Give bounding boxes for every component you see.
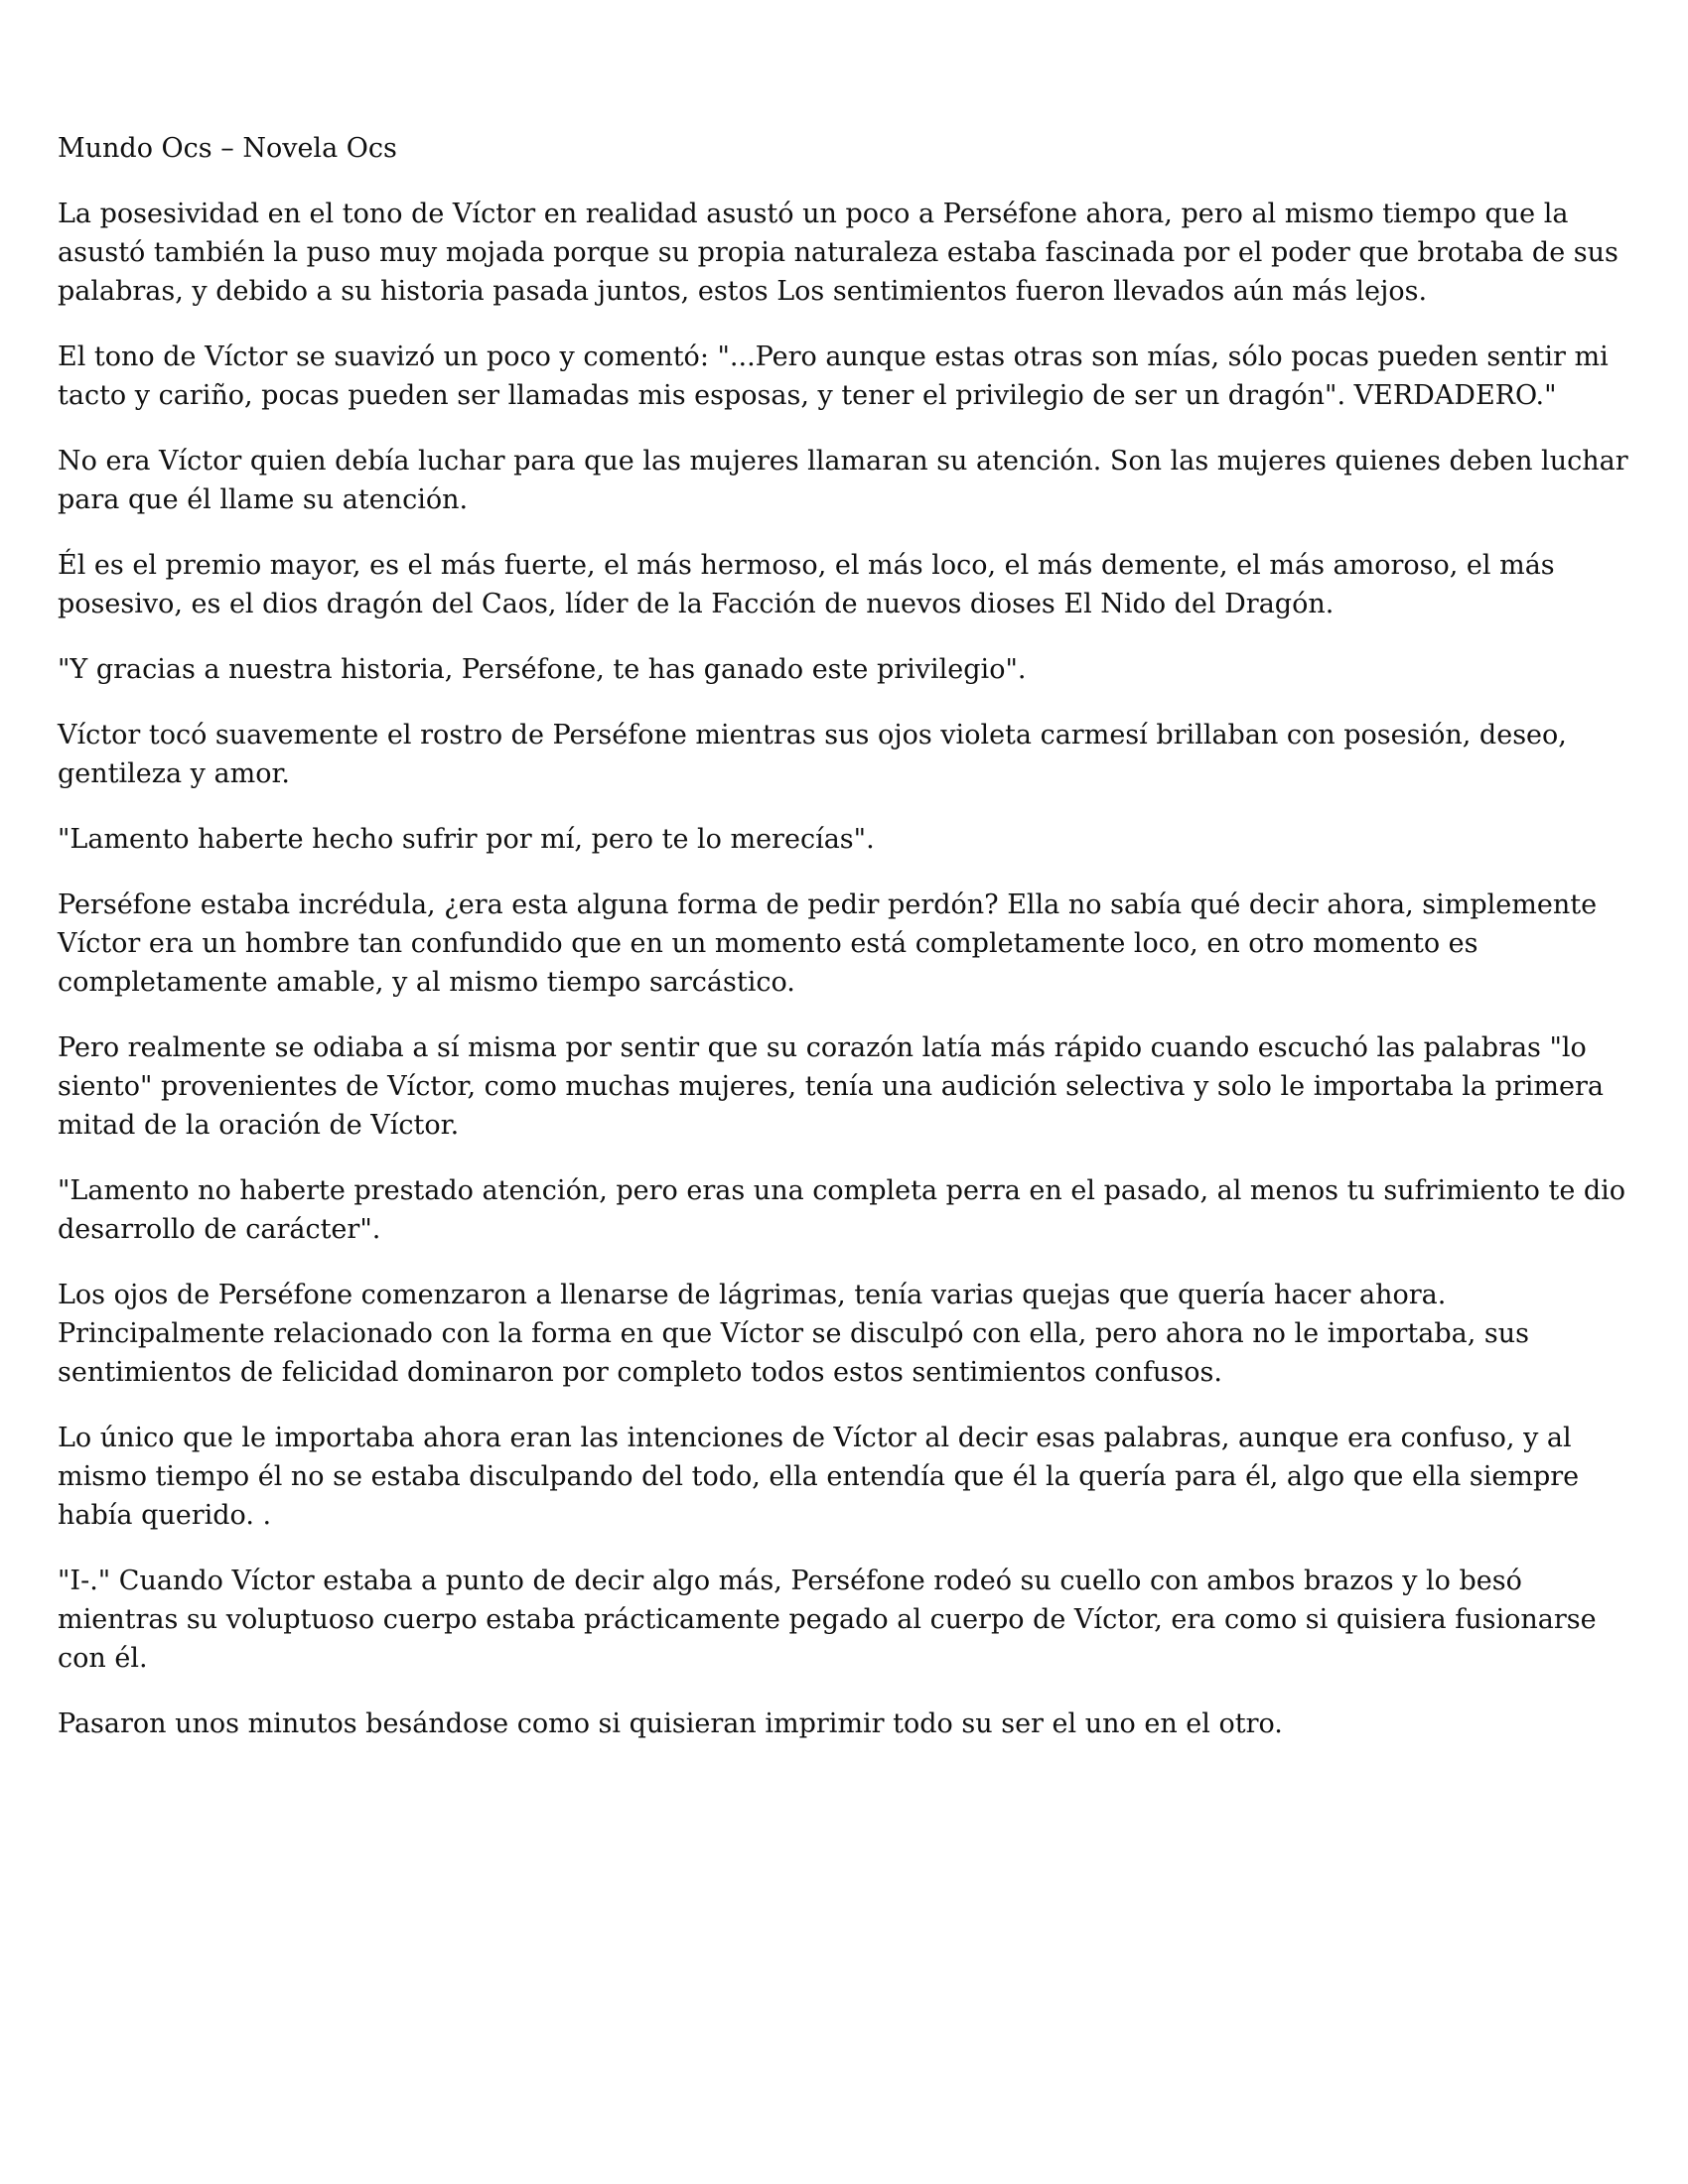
paragraph-7: "Lamento haberte hecho sufrir por mí, pero te lo merecías". [58, 824, 875, 855]
paragraph-3: No era Víctor quien debía luchar para que las mujeres llamaran su atención. Son las mujeres quienes deben luchar para que él llame su atención. [58, 446, 1637, 515]
paragraph-4: Él es el premio mayor, es el más fuerte, el más hermoso, el más loco, el más demente, el más amoroso, el más posesivo, es el dios dragón del Caos, líder de la Facción de nuevos dioses El Nido del Dragón. [58, 550, 1564, 619]
paragraph-11: Los ojos de Perséfone comenzaron a llenarse de lágrimas, tenía varias quejas que quería hacer ahora. Principalmente relacionado con la forma en que Víctor se disculpó con ella, pero ahora no le importaba, sus sentimientos de felicidad dominaron por completo todos estos sentimientos confusos. [58, 1280, 1538, 1388]
paragraph-10: "Lamento no haberte prestado atención, pero eras una completa perra en el pasado, al menos tu sufrimiento te dio desarrollo de carácter". [58, 1175, 1634, 1245]
paragraph-1: La posesividad en el tono de Víctor en realidad asustó un poco a Perséfone ahora, pero al mismo tiempo que la asustó también la puso muy mojada porque su propia naturaleza estaba fascinada por el poder que brotaba de sus palabras, y debido a su historia pasada juntos, estos Los sentimientos fueron llevados aún más lejos. [58, 199, 1627, 307]
paragraph-14: Pasaron unos minutos besándose como si quisieran imprimir todo su ser el uno en el otro. [58, 1708, 1283, 1739]
document-header: Mundo Ocs – Novela Ocs [58, 133, 397, 164]
paragraph-9: Pero realmente se odiaba a sí misma por sentir que su corazón latía más rápido cuando escuchó las palabras "lo siento" provenientes de Víctor, como muchas mujeres, tenía una audición selectiva y solo le importaba la primera mitad de la oración de Víctor. [58, 1032, 1613, 1141]
paragraph-2: El tono de Víctor se suavizó un poco y comentó: "...Pero aunque estas otras son mías, sólo pocas pueden sentir mi tacto y cariño, pocas pueden ser llamadas mis esposas, y tener el privilegio de ser un dragón". VERDADERO." [58, 341, 1618, 411]
paragraph-5: "Y gracias a nuestra historia, Perséfone, te has ganado este privilegio". [58, 654, 1027, 685]
paragraph-8: Perséfone estaba incrédula, ¿era esta alguna forma de pedir perdón? Ella no sabía qué decir ahora, simplemente Víctor era un hombre tan confundido que en un momento está completamente loco, en otro momento es completamente amable, y al mismo tiempo sarcástico. [58, 889, 1606, 998]
paragraph-6: Víctor tocó suavemente el rostro de Perséfone mientras sus ojos violeta carmesí brillaban con posesión, deseo, gentileza y amor. [58, 720, 1576, 789]
paragraph-12: Lo único que le importaba ahora eran las intenciones de Víctor al decir esas palabras, aunque era confuso, y al mismo tiempo él no se estaba disculpando del todo, ella entendía que él la quería para él, algo que ella siempre había querido. . [58, 1423, 1588, 1531]
paragraph-13: "I-." Cuando Víctor estaba a punto de decir algo más, Perséfone rodeó su cuello con ambos brazos y lo besó mientras su voluptuoso cuerpo estaba prácticamente pegado al cuerpo de Víctor, era como si quisiera fusionarse con él. [58, 1566, 1606, 1674]
